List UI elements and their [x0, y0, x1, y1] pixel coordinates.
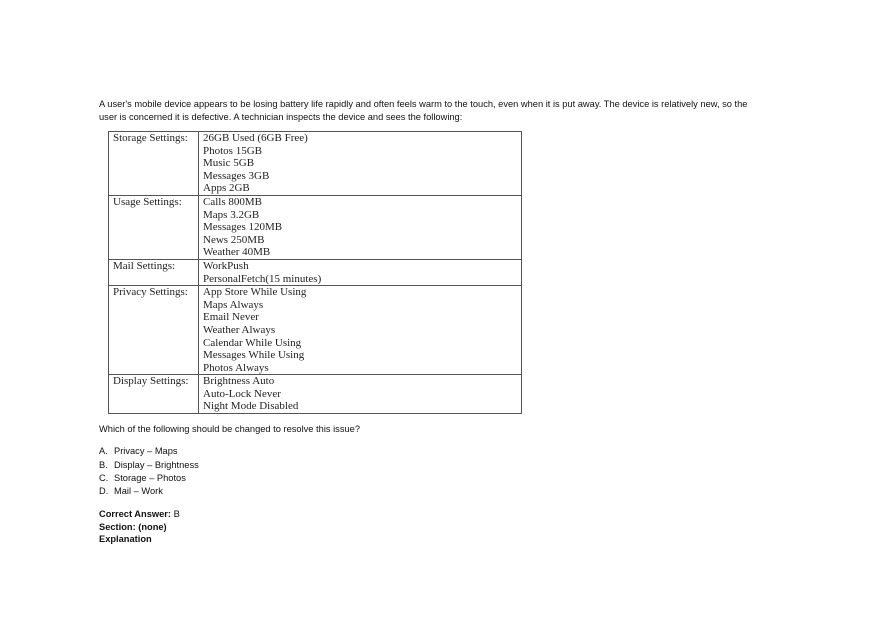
option-d	[99, 486, 163, 496]
setting-category: Usage Settings:	[109, 195, 199, 259]
setting-values	[199, 132, 522, 196]
setting-value: Weather Always	[203, 323, 276, 336]
setting-value: Auto-Lock Never	[203, 387, 281, 400]
setting-value: Photos 15GB	[203, 144, 262, 157]
setting-value: Night Mode Disabled	[203, 400, 299, 413]
table-row	[109, 132, 522, 196]
table-row	[109, 195, 522, 259]
option-letter: C.	[99, 473, 109, 483]
setting-value: Messages 120MB	[203, 221, 283, 234]
option-letter: D.	[99, 486, 109, 496]
question-text: Which of the following should be changed to resolve this issue?	[99, 424, 360, 434]
setting-values	[199, 259, 522, 285]
setting-values	[199, 195, 522, 259]
option-a	[99, 446, 178, 456]
option-text: Display – Brightness	[114, 460, 199, 470]
setting-value: Photos Always	[203, 361, 269, 374]
setting-value: Messages 3GB	[203, 169, 270, 182]
correct-answer	[99, 509, 180, 519]
answer-value: B	[173, 509, 180, 519]
setting-value: News 250MB	[203, 233, 265, 246]
option-text: Storage – Photos	[114, 473, 186, 483]
explanation-label: Explanation	[99, 534, 152, 544]
setting-value: PersonalFetch(15 minutes)	[203, 272, 322, 285]
setting-category: Privacy Settings:	[109, 286, 199, 375]
answer-label: Correct Answer:	[99, 509, 171, 519]
option-letter: B.	[99, 460, 108, 470]
setting-value: Music 5GB	[203, 157, 255, 170]
setting-value: Brightness Auto	[203, 375, 275, 388]
table-row	[109, 286, 522, 375]
setting-value: Maps Always	[203, 298, 264, 311]
setting-values	[199, 375, 522, 414]
option-text: Privacy – Maps	[114, 446, 178, 456]
setting-value: Apps 2GB	[203, 182, 250, 195]
intro-line-2: user is concerned it is defective. A technician inspects the device and sees the following:	[99, 112, 463, 122]
option-letter: A.	[99, 446, 108, 456]
setting-value: Maps 3.2GB	[203, 208, 260, 221]
setting-value: 26GB Used (6GB Free)	[203, 132, 308, 144]
table-row	[109, 375, 522, 414]
setting-category: Mail Settings:	[109, 259, 199, 285]
intro-line-1: A user's mobile device appears to be losing battery life rapidly and often feels warm to the touch, even when it is put away. The device is relatively new, so the	[99, 99, 748, 109]
section-label: Section: (none)	[99, 522, 167, 532]
setting-value: Calendar While Using	[203, 336, 302, 349]
setting-value: Messages While Using	[203, 349, 305, 362]
table-row	[109, 259, 522, 285]
setting-value: App Store While Using	[203, 286, 307, 299]
option-b	[99, 460, 199, 470]
settings-table	[108, 131, 522, 414]
option-text: Mail – Work	[114, 486, 163, 496]
setting-value: Weather 40MB	[203, 246, 271, 259]
setting-value: Email Never	[203, 311, 259, 324]
setting-value: Calls 800MB	[203, 195, 262, 208]
setting-category: Storage Settings:	[109, 132, 199, 196]
option-c	[99, 473, 186, 483]
setting-value: WorkPush	[203, 259, 249, 272]
setting-values	[199, 286, 522, 375]
setting-category: Display Settings:	[109, 375, 199, 414]
